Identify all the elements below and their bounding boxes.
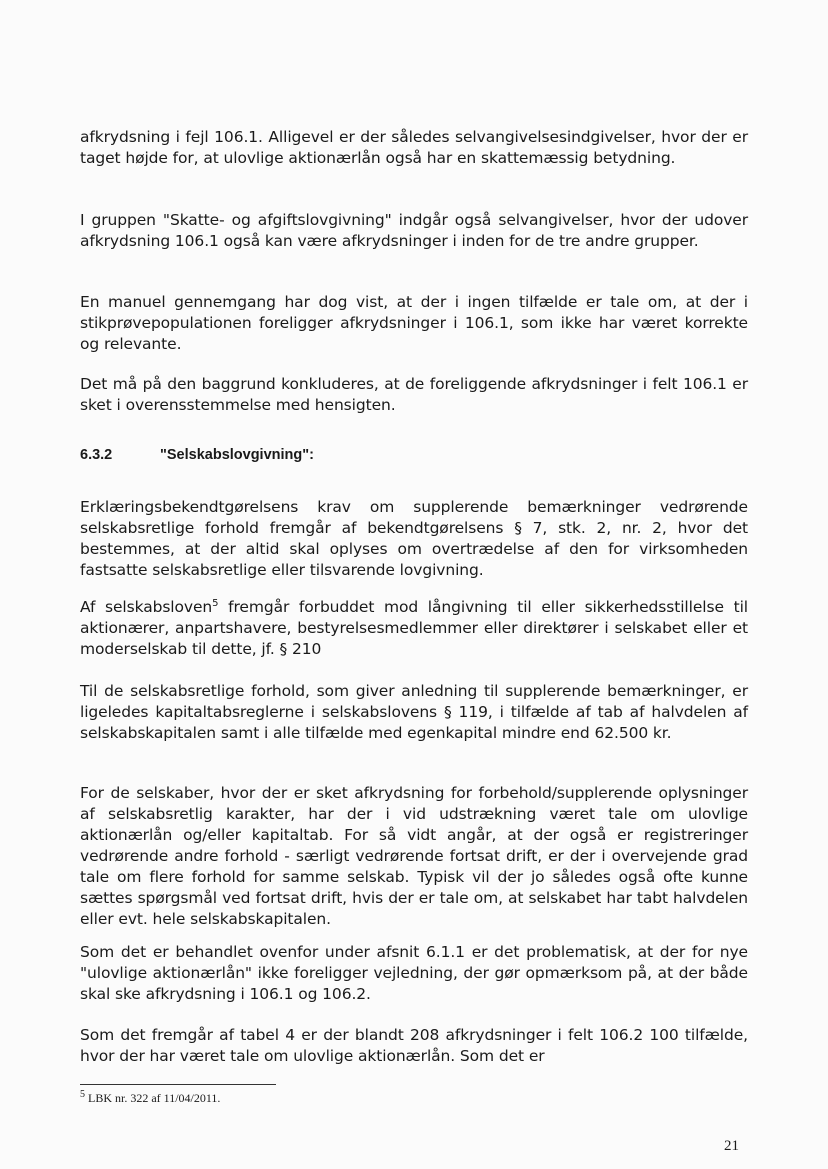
footnote	[80, 1091, 220, 1106]
section-heading	[80, 447, 314, 463]
paragraph-9: Som det er behandlet ovenfor under afsnit 6.1.1 er det problematisk, at der for nye "ulovlige aktionærlån" ikke foreligger vejledning, der gør opmærksom på, at der både skal ske afkrydsning i 106.1 og 106.2.	[80, 943, 748, 1003]
section-number: 6.3.2	[80, 447, 113, 463]
page-number: 21	[724, 1138, 739, 1154]
footnote-separator	[80, 1084, 276, 1085]
footnote-text: LBK nr. 322 af 11/04/2011.	[85, 1091, 221, 1105]
section-title: "Selskabslovgivning":	[160, 447, 314, 463]
paragraph-2: I gruppen "Skatte- og afgiftslovgivning" indgår også selvangivelser, hvor der udover afkrydsning 106.1 også kan være afkrydsninger i inden for de tre andre grupper.	[80, 211, 748, 250]
paragraph-6-start: Af selskabsloven	[80, 598, 213, 616]
paragraph-3: En manuel gennemgang har dog vist, at der i ingen tilfælde er tale om, at der i stikprøvepopulationen foreligger afkrydsninger i 106.1, som ikke har været korrekte og relevante.	[80, 293, 748, 353]
paragraph-4: Det må på den baggrund konkluderes, at de foreliggende afkrydsninger i felt 106.1 er sket i overensstemmelse med hensigten.	[80, 375, 748, 414]
paragraph-6	[80, 597, 748, 660]
footnote-reference: 5	[212, 597, 219, 609]
paragraph-6-rest: fremgår forbuddet mod långivning til eller sikkerhedsstillelse til aktionærer, anpartshavere, bestyrelsesmedlemmer eller direktører i selskabet eller et moderselskab til dette, jf. § 210	[80, 598, 748, 658]
footnote-marker: 5	[80, 1089, 85, 1100]
paragraph-7: Til de selskabsretlige forhold, som giver anledning til supplerende bemærkninger, er ligeledes kapitaltabsreglerne i selskabslovens § 119, i tilfælde af tab af halvdelen af selskabskapitalen samt i alle tilfælde med egenkapital mindre end 62.500 kr.	[80, 682, 748, 742]
paragraph-8: For de selskaber, hvor der er sket afkrydsning for forbehold/supplerende oplysninger af selskabsretlig karakter, har der i vid udstrækning været tale om ulovlige aktionærlån og/eller kapitaltab. For så vidt angår, at der også er registreringer vedrørende andre forhold - særligt vedrørende fortsat drift, er der i overvejende grad tale om flere forhold for samme selskab. Typisk vil der jo således også ofte kunne sættes spørgsmål ved fortsat drift, hvis der er tale om, at selskabet har tabt halvdelen eller evt. hele selskabskapitalen.	[80, 784, 748, 928]
paragraph-10: Som det fremgår af tabel 4 er der blandt 208 afkrydsninger i felt 106.2 100 tilfælde, hvor der har været tale om ulovlige aktionærlån. Som det er	[80, 1026, 748, 1065]
paragraph-5: Erklæringsbekendtgørelsens krav om supplerende bemærkninger vedrørende selskabsretlige forhold fremgår af bekendtgørelsens § 7, stk. 2, nr. 2, hvor det bestemmes, at der altid skal oplyses om overtrædelse af den for virksomheden fastsatte selskabsretlige eller tilsvarende lovgivning.	[80, 498, 748, 579]
paragraph-1: afkrydsning i fejl 106.1. Alligevel er der således selvangivelsesindgivelser, hvor der er taget højde for, at ulovlige aktionærlån også har en skattemæssig betydning.	[80, 128, 748, 167]
